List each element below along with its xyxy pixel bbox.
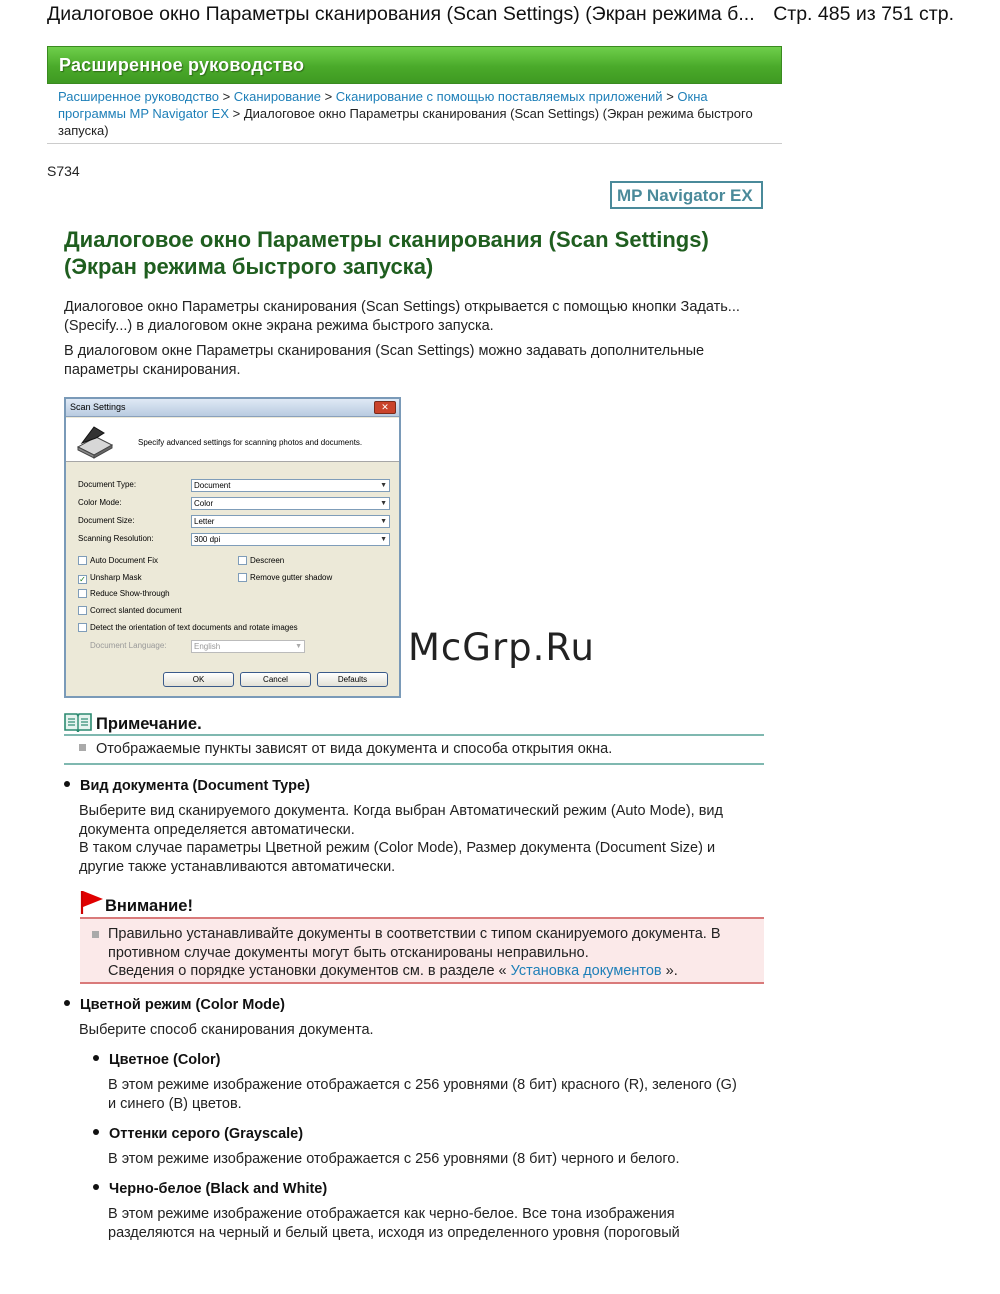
reduce-show-through-checkbox[interactable]: [78, 589, 170, 598]
breadcrumb-divider: [47, 143, 782, 144]
cancel-button[interactable]: Cancel: [240, 672, 311, 687]
color-item-title: Цветное (Color): [109, 1052, 221, 1068]
intro-paragraph-2: В диалоговом окне Параметры сканирования (Scan Settings) можно задавать дополнительные параметры сканирования.: [64, 343, 705, 378]
warning-box: [80, 917, 764, 984]
doc-type-heading-text: Вид документа (Document Type): [80, 778, 310, 794]
page-title-line2: (Экран режима быстрого запуска): [64, 254, 434, 279]
close-icon[interactable]: ✕: [374, 401, 396, 414]
remove-gutter-shadow-label: Remove gutter shadow: [250, 573, 333, 582]
square-bullet-icon: [79, 744, 86, 751]
bullet-icon: [64, 781, 70, 787]
breadcrumb-separator: >: [222, 89, 231, 104]
auto-document-fix-label: Auto Document Fix: [90, 556, 159, 565]
dialog-title: Scan Settings: [70, 402, 126, 412]
scanning-resolution-label: Scanning Resolution:: [78, 534, 154, 543]
bullet-icon: [93, 1129, 99, 1135]
grayscale-item-title: Оттенки серого (Grayscale): [109, 1126, 304, 1142]
placing-documents-link[interactable]: Установка документов: [510, 963, 662, 979]
section-banner: [47, 46, 782, 84]
bw-item-heading: [93, 1181, 327, 1197]
warning-title: Внимание!: [105, 897, 193, 915]
breadcrumb-separator: >: [232, 106, 241, 121]
document-size-label: Document Size:: [78, 516, 135, 525]
warning-line-2-prefix: Сведения о порядке установки документов см. в разделе «: [108, 963, 507, 979]
note-item-text: Отображаемые пункты зависят от вида документа и способа открытия окна.: [96, 741, 613, 757]
grayscale-item-text: В этом режиме изображение отображается с 256 уровнями (8 бит) черного и белого.: [108, 1151, 680, 1167]
warning-text: [108, 925, 758, 981]
checkbox-box: [238, 556, 247, 565]
scanning-resolution-select[interactable]: [191, 533, 390, 546]
breadcrumb-current: Диалоговое окно Параметры сканирования (Scan Settings) (Экран режима быстрого запуска): [58, 106, 753, 138]
page-number: Стр. 485 из 751 стр.: [773, 3, 954, 25]
page-title: [64, 226, 764, 280]
correct-slanted-label: Correct slanted document: [90, 606, 182, 615]
chevron-down-icon: ▼: [295, 643, 302, 650]
descreen-checkbox[interactable]: [238, 556, 284, 565]
warning-line-1: Правильно устанавливайте документы в соответствии с типом сканируемого документа. В противном случае документы могут быть отсканированы неправильно.: [108, 926, 721, 961]
bullet-icon: [93, 1055, 99, 1061]
document-size-value: Letter: [194, 517, 215, 526]
color-mode-text: Выберите способ сканирования документа.: [79, 1022, 374, 1038]
scan-settings-dialog: [64, 397, 401, 698]
checkbox-box: [78, 556, 87, 565]
remove-gutter-shadow-checkbox[interactable]: [238, 573, 332, 582]
bullet-icon: [93, 1184, 99, 1190]
breadcrumb-link-mp-navigator-windows[interactable]: Окна программы MP Navigator EX: [58, 89, 708, 121]
breadcrumb-link-bundled-apps[interactable]: Сканирование с помощью поставляемых приложений: [335, 89, 663, 104]
intro-paragraph-1: Диалоговое окно Параметры сканирования (Scan Settings) открывается с помощью кнопки Задать... (Specify...) в диалоговом окне экрана режима быстрого запуска.: [64, 299, 740, 334]
breadcrumb-link-advanced-guide[interactable]: Расширенное руководство: [58, 89, 219, 104]
color-mode-select[interactable]: [191, 497, 390, 510]
document-language-select: [191, 640, 305, 653]
document-language-value: English: [194, 642, 221, 651]
breadcrumb-separator: >: [666, 89, 674, 104]
bw-item-text: В этом режиме изображение отображается как черно-белое. Все тона изображения разделяются на черный и белый цвета, исходя из определенного уровня (пороговый: [108, 1206, 680, 1241]
page-header-title: Диалоговое окно Параметры сканирования (Scan Settings) (Экран режима б...: [47, 3, 755, 25]
book-icon: [64, 712, 92, 732]
chevron-down-icon: ▼: [380, 518, 387, 525]
doc-type-paragraph-2: В таком случае параметры Цветной режим (Color Mode), Размер документа (Document Size) и другие также устанавливаются автоматически.: [79, 840, 716, 875]
square-bullet-icon: [92, 931, 99, 938]
breadcrumb-separator: >: [324, 89, 333, 104]
checkmark-icon: ✓: [79, 575, 86, 584]
chevron-down-icon: ▼: [380, 536, 387, 543]
document-type-label: Document Type:: [78, 480, 137, 489]
warning-line-2-suffix: ».: [665, 963, 678, 979]
reduce-show-through-label: Reduce Show-through: [90, 589, 170, 598]
dialog-titlebar: [66, 399, 399, 417]
detect-orientation-checkbox[interactable]: [78, 623, 298, 632]
document-type-select[interactable]: [191, 479, 390, 492]
checkbox-box: [78, 589, 87, 598]
color-mode-label: Color Mode:: [78, 498, 122, 507]
bullet-icon: [64, 1000, 70, 1006]
page-title-line1: Диалоговое окно Параметры сканирования (Scan Settings): [64, 227, 709, 252]
product-label: MP Navigator EX: [617, 186, 753, 205]
auto-document-fix-checkbox[interactable]: [78, 556, 158, 565]
grayscale-item-heading: [93, 1126, 303, 1142]
color-item-text: В этом режиме изображение отображается с 256 уровнями (8 бит) красного (R), зеленого (G) и синего (B) цветов.: [108, 1077, 737, 1112]
doc-type-paragraph-1: Выберите вид сканируемого документа. Когда выбран Автоматический режим (Auto Mode), вид документа определяется автоматически.: [79, 803, 723, 838]
document-size-select[interactable]: [191, 515, 390, 528]
checkbox-box: [78, 623, 87, 632]
page-header: [0, 0, 1000, 30]
document-code: S734: [47, 163, 80, 179]
product-badge: [610, 181, 763, 209]
note-title: Примечание.: [96, 715, 202, 733]
chevron-down-icon: ▼: [380, 482, 387, 489]
warning-header: [80, 890, 764, 919]
descreen-label: Descreen: [250, 556, 285, 565]
color-mode-heading: [64, 997, 285, 1013]
dialog-description: Specify advanced settings for scanning photos and documents.: [138, 438, 363, 447]
note-bottom-rule: [64, 763, 764, 765]
unsharp-mask-checkbox[interactable]: [78, 573, 142, 584]
document-language-label: Document Language:: [90, 641, 167, 650]
scanner-icon: [74, 425, 116, 459]
note-item: [79, 741, 612, 757]
unsharp-mask-label: Unsharp Mask: [90, 573, 142, 582]
watermark: McGrp.Ru: [408, 626, 595, 669]
breadcrumb: [58, 88, 758, 139]
color-mode-value: Color: [194, 499, 214, 508]
document-type-value: Document: [194, 481, 231, 490]
checkbox-box: [238, 573, 247, 582]
ok-button[interactable]: OK: [163, 672, 234, 687]
scanning-resolution-value: 300 dpi: [194, 535, 221, 544]
doc-type-heading: [64, 778, 310, 794]
color-item-heading: [93, 1052, 221, 1068]
red-flag-icon: [80, 890, 104, 914]
banner-label: Расширенное руководство: [59, 55, 305, 75]
breadcrumb-link-scanning[interactable]: Сканирование: [233, 89, 321, 104]
color-mode-heading-text: Цветной режим (Color Mode): [80, 997, 285, 1013]
defaults-button[interactable]: Defaults: [317, 672, 388, 687]
bw-item-title: Черно-белое (Black and White): [109, 1181, 328, 1197]
checkbox-box: [78, 606, 87, 615]
chevron-down-icon: ▼: [380, 500, 387, 507]
note-top-rule: [64, 734, 764, 736]
detect-orientation-label: Detect the orientation of text documents and rotate images: [90, 623, 298, 632]
correct-slanted-checkbox[interactable]: [78, 606, 182, 615]
